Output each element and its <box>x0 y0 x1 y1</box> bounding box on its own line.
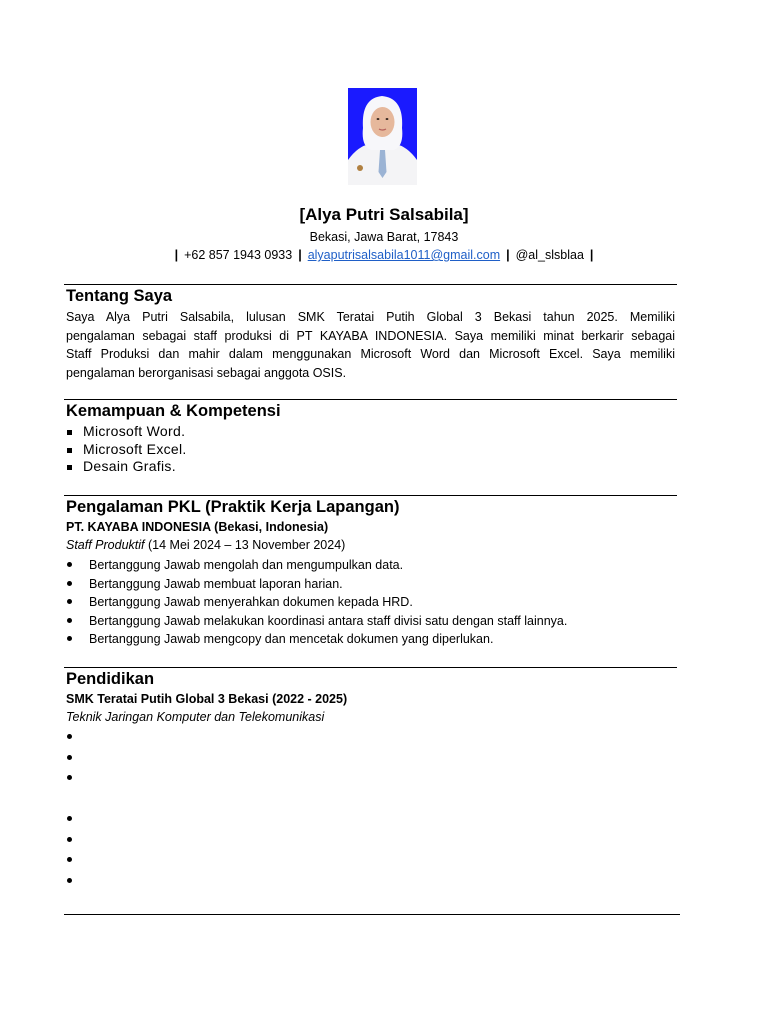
separator: | <box>174 248 179 262</box>
bullet-dot-icon <box>67 581 72 586</box>
list-item <box>66 575 567 594</box>
bullet-dot-icon <box>67 734 72 739</box>
list-item <box>66 556 567 575</box>
bullet-square-icon <box>67 430 72 435</box>
profile-photo <box>348 88 417 185</box>
duty-text: Bertanggung Jawab melakukan koordinasi antara staff divisi satu dengan staff lainnya. <box>89 613 568 628</box>
bullet-dot-icon <box>67 636 72 641</box>
email-link[interactable]: alyaputrisalsabila1011@gmail.com <box>307 248 501 262</box>
list-item <box>66 630 567 649</box>
separator: | <box>589 248 594 262</box>
school-name: SMK Teratai Putih Global 3 Bekasi (2022 - 2025) <box>66 692 348 706</box>
skill-label: Microsoft Excel. <box>83 440 187 457</box>
bullet-dot-icon <box>67 816 72 821</box>
internship-heading: Pengalaman PKL (Praktik Kerja Lapangan) <box>66 498 400 516</box>
bullet-dot-icon <box>67 878 72 883</box>
about-line: pengalaman berorganisasi sebagai anggota OSIS. <box>66 365 347 380</box>
company-name: PT. KAYABA INDONESIA (Bekasi, Indonesia) <box>66 520 329 534</box>
address: Bekasi, Jawa Barat, 17843 <box>309 230 459 244</box>
list-item <box>66 441 187 459</box>
bullet-square-icon <box>67 448 72 453</box>
bullet-dot-icon <box>67 562 72 567</box>
role-title: Staff Produktif <box>66 538 145 552</box>
bullet-dot-icon <box>67 837 72 842</box>
list-item <box>66 423 187 441</box>
role-period: (14 Mei 2024 – 13 November 2024) <box>144 538 346 552</box>
bullet-dot-icon <box>67 618 72 623</box>
about-line: Staff Produksi dan mahir dalam menggunakan Microsoft Word dan Microsoft Excel. Saya memiliki <box>66 347 675 362</box>
list-item <box>66 612 567 631</box>
bullet-dot-icon <box>67 599 72 604</box>
bullet-square-icon <box>67 465 72 470</box>
duty-text: Bertanggung Jawab mengolah dan mengumpulkan data. <box>89 558 404 572</box>
about-line: Saya Alya Putri Salsabila, lulusan SMK Teratai Putih Global 3 Bekasi tahun 2025. Memiliki <box>66 310 675 324</box>
about-paragraph <box>66 308 675 382</box>
bullet-dot-icon <box>67 857 72 862</box>
separator: | <box>298 248 302 262</box>
about-heading: Tentang Saya <box>66 287 173 305</box>
skills-heading: Kemampuan & Kompetensi <box>66 402 281 420</box>
phone-number: +62 857 1943 0933 <box>184 248 293 262</box>
duty-text: Bertanggung Jawab membuat laporan harian. <box>89 576 343 591</box>
bullet-dot-icon <box>67 755 72 760</box>
section-divider <box>64 284 677 285</box>
school-major: Teknik Jaringan Komputer dan Telekomunikasi <box>66 710 325 724</box>
about-line: pengalaman sebagai staff produksi di PT KAYABA INDONESIA. Saya memiliki minat berkarir sebagai <box>66 328 675 343</box>
list-item <box>66 458 187 476</box>
social-handle: @al_slsblaa <box>515 248 584 262</box>
section-divider <box>64 667 677 668</box>
skill-label: Microsoft Word. <box>83 423 186 439</box>
list-item <box>66 593 567 612</box>
skill-label: Desain Grafis. <box>83 458 176 475</box>
education-heading: Pendidikan <box>66 670 155 688</box>
full-name: [Alya Putri Salsabila] <box>299 205 469 224</box>
separator: | <box>506 248 510 262</box>
skills-list <box>66 423 187 476</box>
section-divider <box>64 399 677 400</box>
contact-line <box>0 248 768 262</box>
section-divider <box>64 495 677 496</box>
duties-list <box>66 556 567 649</box>
section-divider <box>64 914 680 915</box>
duty-text: Bertanggung Jawab mengcopy dan mencetak dokumen yang diperlukan. <box>89 632 494 647</box>
role-line <box>66 538 345 552</box>
duty-text: Bertanggung Jawab menyerahkan dokumen kepada HRD. <box>89 595 413 610</box>
bullet-dot-icon <box>67 775 72 780</box>
